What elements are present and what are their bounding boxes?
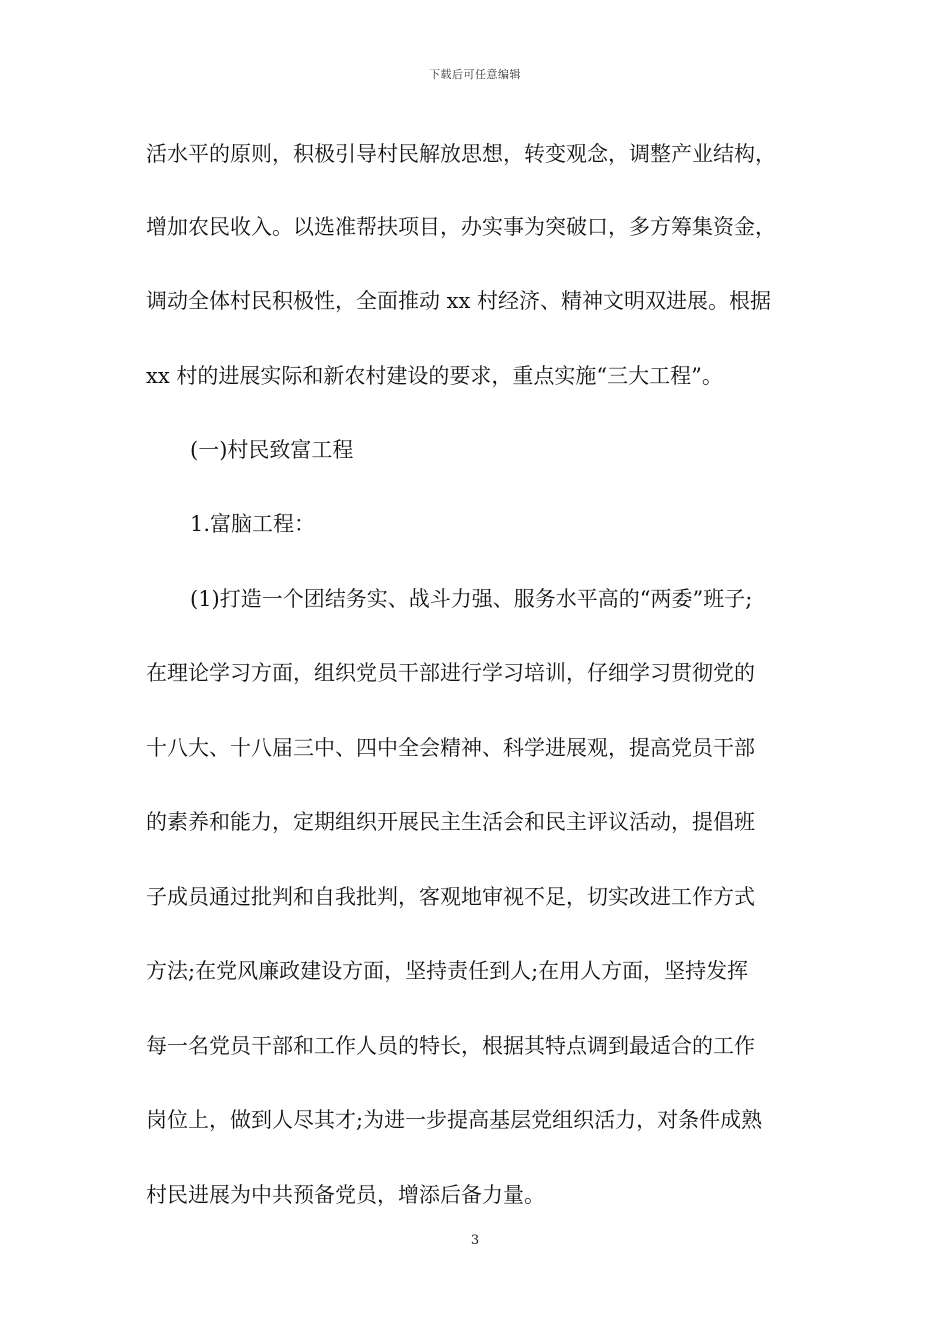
paragraph-line: 每一名党员干部和工作人员的特长，根据其特点调到最适合的工作: [146, 1034, 755, 1058]
paragraph-line: xx 村的进展实际和新农村建设的要求，重点实施“三大工程”。: [146, 364, 723, 388]
paragraph-line: 子成员通过批判和自我批判，客观地审视不足，切实改进工作方式: [146, 885, 755, 909]
paragraph-line: 岗位上，做到人尽其才;为进一步提高基层党组织活力，对条件成熟: [146, 1108, 763, 1132]
paragraph-line: 活水平的原则，积极引导村民解放思想，转变观念，调整产业结构，: [146, 142, 776, 166]
paragraph-line: 方法;在党风廉政建设方面，坚持责任到人;在用人方面，坚持发挥: [146, 959, 749, 983]
paragraph-line: 十八大、十八届三中、四中全会精神、科学进展观，提高党员干部: [146, 736, 755, 760]
paragraph-line: 的素养和能力，定期组织开展民主生活会和民主评议活动，提倡班: [146, 810, 755, 834]
page-number: 3: [470, 1233, 480, 1248]
paragraph-line: (1)打造一个团结务实、战斗力强、服务水平高的“两委”班子;: [190, 587, 753, 611]
paragraph-line: 村民进展为中共预备党员，增添后备力量。: [146, 1183, 545, 1207]
paragraph-line: 增加农民收入。以选准帮扶项目，办实事为突破口，多方筹集资金，: [146, 215, 776, 239]
subsection-heading: 1.富脑工程：: [190, 512, 316, 536]
paragraph-line: 在理论学习方面，组织党员干部进行学习培训，仔细学习贯彻党的: [146, 661, 755, 685]
page-header: 下载后可任意编辑: [429, 68, 521, 81]
paragraph-line: 调动全体村民积极性，全面推动 xx 村经济、精神文明双进展。根据: [146, 289, 772, 313]
section-heading: (一)村民致富工程: [190, 438, 354, 462]
